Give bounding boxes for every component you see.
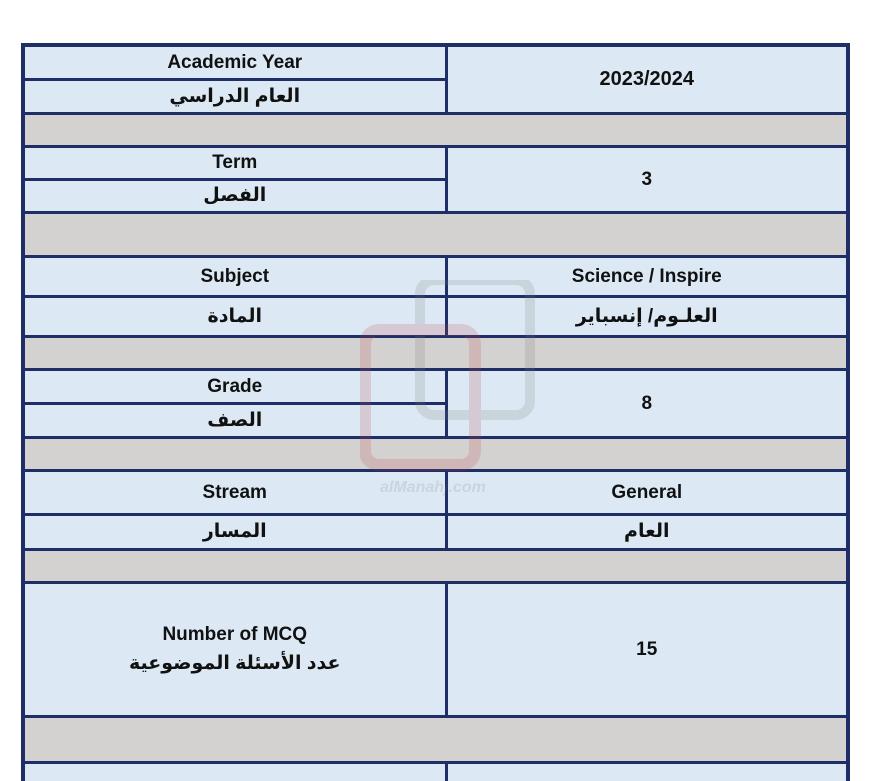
academic-year-label-en: Academic Year <box>23 45 446 79</box>
spacer-row <box>23 113 848 146</box>
spacer-row <box>23 437 848 470</box>
stream-label-ar: المسار <box>23 514 446 549</box>
mcq-label-ar: عدد الأسئلة الموضوعية <box>129 653 341 674</box>
stream-value-en: General <box>446 470 848 514</box>
academic-year-label-ar: العام الدراسي <box>23 79 446 113</box>
info-table <box>21 43 850 781</box>
spacer-row <box>23 549 848 582</box>
spacer-row <box>23 716 848 762</box>
stream-row-en <box>23 470 848 514</box>
mcq-label-cell <box>23 582 446 716</box>
subject-value-ar: العلـوم/ إنسباير <box>446 296 848 336</box>
term-value: 3 <box>446 146 848 212</box>
term-row-en <box>23 146 848 179</box>
term-label-ar: الفصل <box>23 179 446 212</box>
grade-value: 8 <box>446 369 848 437</box>
subject-label-ar: المادة <box>23 296 446 336</box>
subject-label-en: Subject <box>23 256 446 296</box>
grade-label-ar: الصف <box>23 403 446 437</box>
academic-year-value: 2023/2024 <box>446 45 848 113</box>
grade-row-en <box>23 369 848 403</box>
term-label-en: Term <box>23 146 446 179</box>
mcq-label-en: Number of MCQ <box>162 624 308 645</box>
spacer-row <box>23 212 848 256</box>
mcq-value: 15 <box>446 582 848 716</box>
stream-label-en: Stream <box>23 470 446 514</box>
subject-row-ar <box>23 296 848 336</box>
next-row-label <box>23 762 446 781</box>
academic-year-row-en <box>23 45 848 79</box>
next-row <box>23 762 848 781</box>
stream-value-ar: العام <box>446 514 848 549</box>
stream-row-ar <box>23 514 848 549</box>
grade-label-en: Grade <box>23 369 446 403</box>
next-row-value <box>446 762 848 781</box>
subject-row-en <box>23 256 848 296</box>
spacer-row <box>23 336 848 369</box>
subject-value-en: Science / Inspire <box>446 256 848 296</box>
mcq-row <box>23 582 848 716</box>
